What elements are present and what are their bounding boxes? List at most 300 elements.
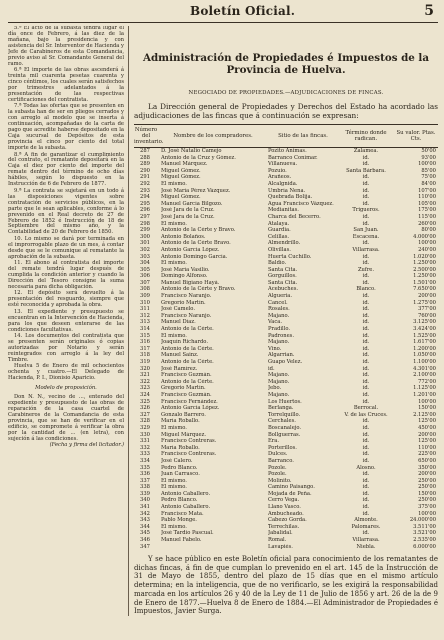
inventory-number: 329 bbox=[140, 424, 150, 431]
table-row bbox=[134, 465, 438, 472]
table-header bbox=[134, 124, 438, 148]
buyer-name: Francisco Contreras. bbox=[161, 451, 217, 458]
buyer-name: Antonio de la Cruz y Gómez. bbox=[161, 154, 236, 161]
property-value: 1.617'00 bbox=[413, 339, 436, 346]
municipality: id. bbox=[362, 293, 370, 300]
table-row bbox=[134, 194, 438, 201]
buyer-name: Pedro Blanco. bbox=[161, 497, 198, 504]
buyer-name: Antonio Caballero. bbox=[161, 504, 211, 511]
buyer-name: Francisco Naranjo. bbox=[161, 293, 212, 300]
property-value: 1.525'00 bbox=[413, 332, 436, 339]
municipality: id. bbox=[362, 438, 370, 445]
municipality: id. bbox=[362, 385, 370, 392]
inventory-number: 293 bbox=[140, 187, 150, 194]
property-value: 1.501'00 bbox=[413, 279, 436, 286]
property-value: 125'00 bbox=[418, 418, 436, 425]
table-row bbox=[134, 432, 438, 439]
inventory-number: 311 bbox=[140, 306, 150, 313]
table-row bbox=[134, 484, 438, 491]
inventory-number: 317 bbox=[140, 345, 150, 352]
inventory-number: 300 bbox=[140, 233, 150, 240]
inventory-number: 332 bbox=[140, 444, 150, 451]
paragraph: 10. Lo mismo se dará por terminada en el improrrogable plazo de un mes, á contar desde que se le comunique al rematante la aprobación de la subasta. bbox=[8, 235, 124, 260]
municipality: id. bbox=[362, 161, 370, 168]
property-value: 200'00 bbox=[418, 293, 436, 300]
inventory-number: 313 bbox=[140, 319, 150, 326]
property-value: 1.125'00 bbox=[413, 385, 436, 392]
property-value: 260'00 bbox=[418, 220, 436, 227]
property-site: Romal. bbox=[268, 537, 287, 544]
buyer-name: El mismo. bbox=[161, 424, 187, 431]
inventory-number: 314 bbox=[140, 326, 150, 333]
intro-paragraph: La Dirección general de Propiedades y Derechos del Estado ha acordado las adjudicaciones de las fincas que á continuación se expresan: bbox=[134, 102, 438, 120]
buyer-name: Miguel Gómez. bbox=[161, 174, 201, 181]
property-site: Villanueva. bbox=[268, 161, 298, 168]
buyer-name: Antonio de la Cérte. bbox=[161, 359, 214, 365]
municipality: id. bbox=[362, 260, 370, 267]
municipality: id. bbox=[362, 398, 370, 405]
municipality: id. bbox=[362, 339, 370, 346]
table-row bbox=[134, 201, 438, 208]
municipality: id. bbox=[362, 504, 370, 511]
municipality: id. bbox=[362, 174, 370, 181]
buyer-name: José Calero. bbox=[161, 457, 193, 464]
municipality: Zalamea. bbox=[353, 148, 379, 154]
inventory-number: 342 bbox=[140, 510, 150, 517]
municipality: id. bbox=[362, 240, 370, 247]
property-site: Algarrian. bbox=[268, 352, 295, 359]
inventory-number: 338 bbox=[140, 484, 150, 491]
table-row bbox=[134, 537, 438, 544]
property-site: Era. bbox=[268, 438, 280, 445]
buyer-name: Manuel Fabelo. bbox=[161, 537, 202, 544]
municipality: id. bbox=[362, 484, 370, 491]
property-value: 115'00 bbox=[418, 213, 436, 220]
property-site: Mojada de Peña. bbox=[268, 490, 312, 497]
property-value: 1.201'00 bbox=[413, 391, 436, 398]
property-site: Lavapiés. bbox=[268, 543, 293, 550]
buyer-name: Francisco Fernández. bbox=[161, 398, 218, 405]
column-divider bbox=[128, 26, 129, 616]
paragraph: 5.ª El acto de la subasta tendrá lugar el día once de Febrero, á las diez de la mañana, bajo la presidencia y con asistencia del Sr. Interventor de Hacienda y Jefe de Carabineros de esta Comandancia, previo aviso al Sr. Comandante General del ramo. bbox=[8, 26, 124, 67]
municipality: Berrocal. bbox=[353, 405, 379, 412]
property-value: 200'00 bbox=[418, 431, 436, 438]
property-site: Majano. bbox=[268, 372, 290, 379]
municipality: Villarrasa. bbox=[352, 537, 380, 544]
buyer-name: Antonio de la Cérte Bravo. bbox=[161, 240, 231, 247]
paragraph: 8.ª A fin de garantizar el cumplimiento del contrato, el rematante depositará en la Caja el diez por ciento del importe del remate dentro del término de ocho días hábiles, según lo dispuesto en la Instrucción de 6 de Febrero de 1877. bbox=[8, 151, 124, 188]
property-site: Arañeos. bbox=[268, 174, 292, 181]
municipality: id. bbox=[362, 471, 370, 478]
municipality: id. bbox=[362, 319, 370, 326]
property-site: Quebrada Bolija. bbox=[268, 194, 313, 201]
municipality: id. bbox=[362, 326, 370, 333]
inventory-number: 295 bbox=[140, 200, 150, 207]
inventory-number: 340 bbox=[140, 497, 150, 504]
property-value: 200'00 bbox=[418, 471, 436, 478]
paragraph: 7.ª Todas las ofertas que se presenten en la subasta han de ser en pliegos cerrados y con arreglo al modelo que se inserta á continuación, acompañadas de la carta de pago que acredite haberse depositado en la Caja sucursal de Depósitos de esta provincia el cinco por ciento del total importe de la subasta. bbox=[8, 103, 124, 152]
municipality: id. bbox=[362, 365, 370, 372]
property-site: Acebuches. bbox=[268, 286, 299, 293]
table-row bbox=[134, 517, 438, 524]
property-site: Dulces. bbox=[268, 451, 288, 458]
inventory-number: 297 bbox=[140, 213, 150, 220]
property-value: 85'00 bbox=[421, 167, 436, 174]
municipality: id. bbox=[362, 220, 370, 227]
property-value: 3.521'00 bbox=[413, 530, 436, 537]
table-row bbox=[134, 227, 438, 234]
buyer-name: Antonio Domingo García. bbox=[161, 253, 228, 260]
buyer-name: María Roballo. bbox=[161, 444, 200, 451]
buyer-name: Francisco Mata. bbox=[161, 510, 204, 517]
table-row bbox=[134, 300, 438, 307]
property-value: 4.000'00 bbox=[413, 233, 436, 240]
table-row bbox=[134, 412, 438, 419]
buyer-name: Manuel Bigiano Hayá. bbox=[161, 279, 220, 286]
table-row bbox=[134, 399, 438, 406]
property-value: 1.050'00 bbox=[413, 352, 436, 359]
municipality: Villarrasa. bbox=[352, 246, 380, 253]
page-header bbox=[8, 4, 438, 23]
property-site: Santa Cita. bbox=[268, 266, 298, 273]
property-site: Boscanalejo. bbox=[268, 424, 302, 431]
inventory-number: 307 bbox=[140, 279, 150, 286]
inventory-number: 287 bbox=[140, 148, 150, 154]
header-termino: Término donde radican. bbox=[345, 130, 387, 143]
inventory-number: 302 bbox=[140, 246, 150, 253]
inventory-number: 346 bbox=[140, 537, 150, 544]
property-site: Pozole. bbox=[268, 464, 287, 471]
property-site: Atalaya. bbox=[268, 220, 290, 227]
buyer-name: José Ramírez. bbox=[161, 365, 198, 372]
inventory-number: 330 bbox=[140, 431, 150, 438]
property-value: 84'00 bbox=[421, 180, 436, 187]
property-value: 1.250'00 bbox=[413, 260, 436, 267]
table-row bbox=[134, 247, 438, 254]
table-row bbox=[134, 458, 438, 465]
buyer-name: Pablo Monge. bbox=[161, 517, 197, 524]
property-value: 375'00 bbox=[418, 504, 436, 511]
table-row bbox=[134, 405, 438, 412]
table-row bbox=[134, 161, 438, 168]
property-value: 150'00 bbox=[418, 490, 436, 497]
property-value: 175'00 bbox=[418, 207, 436, 214]
inventory-number: 344 bbox=[140, 523, 150, 530]
inventory-number: 334 bbox=[140, 457, 150, 464]
table-row bbox=[134, 530, 438, 537]
municipality: id. bbox=[362, 200, 370, 207]
property-site: Gorguillos. bbox=[268, 273, 297, 280]
inventory-number: 303 bbox=[140, 253, 150, 260]
municipality: id. bbox=[362, 359, 370, 365]
municipality: Escacena. bbox=[352, 233, 380, 240]
inventory-number: 292 bbox=[140, 180, 150, 187]
inventory-number: 345 bbox=[140, 530, 150, 537]
property-value: 4.301'00 bbox=[413, 365, 436, 372]
property-site: Guapo Velez. bbox=[268, 359, 303, 365]
table-row bbox=[134, 260, 438, 267]
buyer-name: Manuel Márquez. bbox=[161, 161, 208, 168]
property-site: Vino. bbox=[268, 345, 282, 352]
property-site: Cabezo Gorda. bbox=[268, 517, 307, 524]
property-site: Agua Francisco Vázquez. bbox=[268, 200, 334, 207]
buyer-name: El mismo. bbox=[161, 220, 187, 227]
inventory-number: 320 bbox=[140, 365, 150, 372]
municipality: id. bbox=[362, 457, 370, 464]
municipality: id. bbox=[362, 497, 370, 504]
table-row bbox=[134, 524, 438, 531]
table-row bbox=[134, 155, 438, 162]
table-row bbox=[134, 392, 438, 399]
buyer-name: Antonio de la Cérte. bbox=[161, 345, 214, 352]
inventory-number: 304 bbox=[140, 260, 150, 267]
property-value: 100'00 bbox=[418, 161, 436, 168]
property-site: Majano. bbox=[268, 312, 290, 319]
buyer-name: El mismo. bbox=[161, 523, 187, 530]
table-row bbox=[134, 451, 438, 458]
buyer-name: Francisco Guzmán. bbox=[161, 372, 212, 379]
property-value: 2.535'00 bbox=[413, 537, 436, 544]
paragraph: Huelva 5 de Enero de mil ochocientos ochenta y cuatro.—El Delegado de Hacienda, P. I., Dionisio Aparicio. bbox=[8, 363, 124, 382]
property-value: 80'00 bbox=[421, 227, 436, 234]
inventory-number: 327 bbox=[140, 411, 150, 418]
inventory-number: 347 bbox=[140, 543, 150, 550]
table-row bbox=[134, 254, 438, 261]
header-sitio: Sitio de las fincas. bbox=[278, 133, 328, 139]
buyer-name: Francisco Naranjo. bbox=[161, 312, 212, 319]
buyer-name: Joaquín Richardo. bbox=[161, 339, 208, 346]
municipality: id. bbox=[362, 510, 370, 517]
property-site: Charca del Becerro. bbox=[268, 213, 321, 220]
buyer-name: Gonzalo Barrero. bbox=[161, 411, 206, 418]
property-site: Majano. bbox=[268, 391, 290, 398]
table-row bbox=[134, 352, 438, 359]
buyer-name: José Tardio Pascual. bbox=[161, 530, 214, 537]
buyer-name: Gregorio Martín. bbox=[161, 299, 206, 306]
property-value: 100'00 bbox=[418, 240, 436, 247]
property-value: 6.000'00 bbox=[413, 543, 436, 550]
property-site: Bollguerras. bbox=[268, 431, 301, 438]
property-site: Olivillas. bbox=[268, 246, 291, 253]
inventory-number: 333 bbox=[140, 451, 150, 458]
municipality: Alosno. bbox=[356, 464, 376, 471]
municipality: Santa Bárbara. bbox=[346, 167, 386, 174]
header-valor: Su valor. Ptas. Cts. bbox=[396, 130, 436, 143]
property-value: 3.424'00 bbox=[413, 326, 436, 333]
property-site: Terrechilas. bbox=[268, 523, 300, 530]
property-site: Cancel. bbox=[268, 299, 288, 306]
property-site: Ambucheado. bbox=[268, 510, 304, 517]
right-column bbox=[134, 24, 438, 634]
inventory-number: 322 bbox=[140, 378, 150, 385]
buyer-name: Antonio de la Cérte y Bravo. bbox=[161, 227, 236, 234]
table-row bbox=[134, 418, 438, 425]
property-site: Medianitas. bbox=[268, 207, 299, 214]
paragraph: 9.ª La contrata se sujetará en un todo á las disposiciones vigentes sobre contratación de servicios públicos, en la parte que le sean aplicables, conforme á lo prevenido en el Real decreto de 27 de Febrero de 1852 é Instrucción de 18 de Septiembre del mismo año, y la Contabilidad de 20 de Febrero de 1850. bbox=[8, 187, 124, 236]
table-row bbox=[134, 207, 438, 214]
inventory-number: 318 bbox=[140, 352, 150, 359]
buyer-name: José María Pérez Vázquez. bbox=[161, 187, 231, 194]
table-row bbox=[134, 280, 438, 287]
property-value: 1.200'00 bbox=[413, 345, 436, 352]
municipality: id. bbox=[362, 530, 370, 537]
property-value: 250'00 bbox=[418, 497, 436, 504]
municipality: id. bbox=[362, 378, 370, 385]
property-value: 240'00 bbox=[418, 246, 436, 253]
inventory-number: 337 bbox=[140, 477, 150, 484]
buyer-name: José Jara de la Cruz. bbox=[161, 207, 215, 214]
adjudication-table bbox=[134, 148, 438, 553]
property-site: Pozole. bbox=[268, 471, 287, 478]
table-row bbox=[134, 425, 438, 432]
property-value: 93'00 bbox=[421, 154, 436, 161]
buyer-name: Antonio de la Cérte. bbox=[161, 326, 214, 333]
property-value: 107'00 bbox=[418, 187, 436, 194]
property-value: 1.100'00 bbox=[413, 359, 436, 365]
inventory-number: 290 bbox=[140, 167, 150, 174]
municipality: id. bbox=[362, 273, 370, 280]
property-value: 650'00 bbox=[418, 457, 436, 464]
table-row bbox=[134, 511, 438, 518]
table-row bbox=[134, 188, 438, 195]
buyer-name: Miguel Márquez. bbox=[161, 431, 207, 438]
inventory-number: 336 bbox=[140, 471, 150, 478]
property-value: 2.500'00 bbox=[413, 266, 436, 273]
buyer-name: El mismo. bbox=[161, 260, 187, 267]
municipality: id. bbox=[362, 490, 370, 497]
buyer-name: Antonio García López. bbox=[161, 405, 220, 412]
buyer-name: Manuel Díaz. bbox=[161, 319, 196, 326]
table-row bbox=[134, 214, 438, 221]
buyer-name: Manuel García Bilgozo. bbox=[161, 200, 223, 207]
property-value: 450'00 bbox=[418, 424, 436, 431]
property-value: 1.020'00 bbox=[413, 253, 436, 260]
municipality: id. bbox=[362, 194, 370, 201]
buyer-name: José María Vasilio. bbox=[161, 266, 210, 273]
buyer-name: Pedro Blanco. bbox=[161, 464, 198, 471]
property-value: 110'00 bbox=[418, 444, 436, 451]
municipality: id. bbox=[362, 431, 370, 438]
table-row bbox=[134, 346, 438, 353]
property-value: 50'00 bbox=[421, 148, 436, 154]
municipality: Niebla. bbox=[356, 543, 376, 550]
property-site: Santa Cita. bbox=[268, 279, 298, 286]
table-row bbox=[134, 471, 438, 478]
municipality: Almonte. bbox=[354, 517, 378, 524]
property-site: Majano. bbox=[268, 378, 290, 385]
table-row bbox=[134, 333, 438, 340]
property-site: Los Huertos. bbox=[268, 398, 302, 405]
property-site: Jabalidal. bbox=[268, 530, 293, 537]
table-row bbox=[134, 326, 438, 333]
property-site: Camino Paisango. bbox=[268, 484, 315, 491]
property-value: 1.275'00 bbox=[413, 299, 436, 306]
property-site: Molinito. bbox=[268, 477, 292, 484]
property-value: 225'00 bbox=[418, 451, 436, 458]
municipality: id. bbox=[362, 306, 370, 313]
inventory-number: 294 bbox=[140, 194, 150, 201]
inventory-number: 312 bbox=[140, 312, 150, 319]
inventory-number: 310 bbox=[140, 299, 150, 306]
section-title: Administración de Propiedades é Impuestos de la Provincia de Huelva. bbox=[142, 52, 429, 76]
property-site: Alcalgnida. bbox=[268, 180, 298, 187]
inventory-number: 335 bbox=[140, 464, 150, 471]
publication-title: Boletín Oficial. bbox=[190, 4, 296, 18]
municipality: id. bbox=[362, 253, 370, 260]
property-site: Majano. bbox=[268, 339, 290, 346]
table-row bbox=[134, 168, 438, 175]
table-row bbox=[134, 234, 438, 241]
property-site: Umbría Nena. bbox=[268, 187, 306, 194]
newspaper-page bbox=[8, 4, 438, 636]
buyer-name: El mismo. bbox=[161, 477, 187, 484]
property-site: Padrones. bbox=[268, 332, 294, 339]
municipality: id. bbox=[362, 352, 370, 359]
inventory-number: 315 bbox=[140, 332, 150, 339]
property-value: 150'00 bbox=[418, 405, 436, 412]
inventory-number: 326 bbox=[140, 405, 150, 412]
buyer-name: José Jara de la Cruz. bbox=[161, 213, 215, 220]
property-site: Torrelquillo. bbox=[268, 411, 301, 418]
table-row bbox=[134, 293, 438, 300]
municipality: Zufre. bbox=[357, 266, 375, 273]
inventory-number: 324 bbox=[140, 391, 150, 398]
table-row bbox=[134, 181, 438, 188]
municipality: id. bbox=[362, 180, 370, 187]
table-row bbox=[134, 313, 438, 320]
buyer-name: El mismo. bbox=[161, 332, 187, 339]
table-row bbox=[134, 379, 438, 386]
property-site: id. bbox=[268, 365, 275, 372]
municipality: id. bbox=[362, 345, 370, 352]
table-row bbox=[134, 385, 438, 392]
inventory-number: 291 bbox=[140, 174, 150, 181]
table-row bbox=[134, 306, 438, 313]
property-site: Guardia. bbox=[268, 227, 291, 234]
municipality: id. bbox=[362, 312, 370, 319]
property-value: 105'00 bbox=[418, 200, 436, 207]
buyer-name: D. José Natalio Camejo bbox=[161, 148, 222, 154]
property-value: 1.250'00 bbox=[413, 273, 436, 280]
property-site: Porterillos. bbox=[268, 444, 297, 451]
buyer-name: Domingo Alfonso. bbox=[161, 273, 208, 280]
property-value: 7.650'00 bbox=[413, 286, 436, 293]
property-site: Baldío. bbox=[268, 260, 287, 267]
property-value: 110'00 bbox=[418, 194, 436, 201]
municipality: id. bbox=[362, 299, 370, 306]
property-value: 250'00 bbox=[418, 484, 436, 491]
inventory-number: 288 bbox=[140, 154, 150, 161]
property-value: 100'00 bbox=[418, 398, 436, 405]
property-value: 125'00 bbox=[418, 438, 436, 445]
municipality: Palomares. bbox=[351, 523, 381, 530]
paragraph: 11. El abono al contratista del importe del remate tendrá lugar después de cumplida la condición anterior y cuando la Dirección del Tesoro consigne la suma necesaria para dicha obligación. bbox=[8, 260, 124, 290]
municipality: Blanco. bbox=[356, 286, 376, 293]
table-row bbox=[134, 438, 438, 445]
property-value: 377'00 bbox=[418, 306, 436, 313]
property-site: Almendrillo. bbox=[268, 240, 301, 247]
table-row bbox=[134, 478, 438, 485]
inventory-number: 325 bbox=[140, 398, 150, 405]
property-site: Huerta Cuchillo. bbox=[268, 253, 312, 260]
header-numero: Número del inventario. bbox=[134, 127, 164, 146]
table-row bbox=[134, 286, 438, 293]
inventory-number: 339 bbox=[140, 490, 150, 497]
municipality: Trigueros. bbox=[352, 207, 380, 214]
section-subtitle: NEGOCIADO DE PROPIEDADES.—ADJUDICACIONES DE FINCAS. bbox=[188, 90, 384, 96]
property-value: 2.100'00 bbox=[413, 372, 436, 379]
property-site: Llano Vasco. bbox=[268, 504, 301, 511]
